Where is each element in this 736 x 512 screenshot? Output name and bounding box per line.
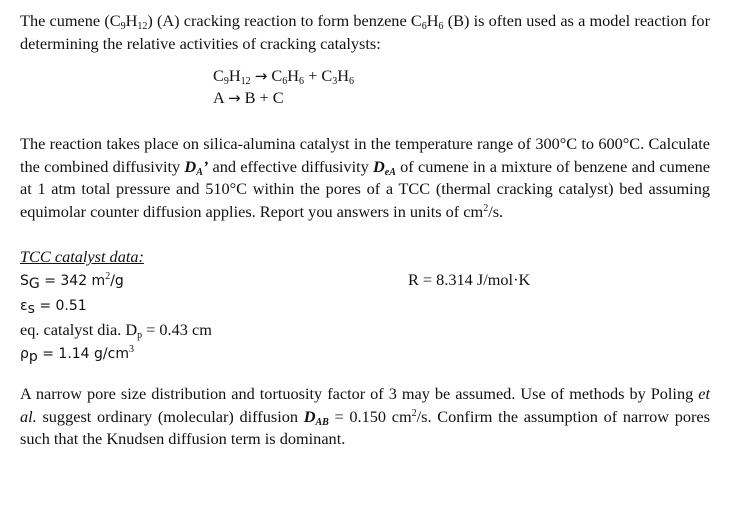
- closing-text: suggest ordinary (molecular) diffusion: [36, 406, 304, 426]
- reaction-symbol-line: [213, 87, 710, 109]
- species-a: A: [213, 88, 224, 107]
- symbol: S: [20, 273, 29, 289]
- products: B + C: [244, 88, 284, 107]
- closing-text: A narrow pore size distribution and tortuosity factor of 3 may be assumed. Use of methods by Poling: [20, 384, 699, 403]
- formula-atom: H: [228, 66, 241, 85]
- subscript: eA: [384, 166, 396, 178]
- problem-text: The reaction takes place on silica-alumina catalyst in the temperature range of 300°C to 600°C. Calculate the combined diffusivity: [20, 134, 710, 176]
- value: = 0.43 cm: [142, 320, 212, 339]
- right-arrow-icon: →: [227, 89, 241, 107]
- subscript: 6: [299, 76, 305, 87]
- plus-sign: +: [304, 66, 322, 85]
- reaction-formula-line: [213, 65, 710, 87]
- surface-area-line: [20, 268, 710, 293]
- subscript: p: [28, 349, 38, 365]
- porosity-line: [20, 293, 710, 318]
- subscript: A: [196, 166, 203, 178]
- subscript: 6: [438, 21, 444, 32]
- gas-constant: R = 8.314 J/mol·K: [408, 270, 531, 289]
- intro-paragraph: [20, 10, 710, 55]
- intro-text: ) (A) cracking reaction to form benzene C: [147, 11, 422, 30]
- catalyst-data: [20, 245, 710, 366]
- density-line: [20, 341, 710, 366]
- subscript: G: [28, 276, 40, 292]
- subscript: 9: [223, 76, 229, 87]
- subscript: 6: [421, 21, 427, 32]
- value: = 342 m: [39, 273, 106, 289]
- value: = 1.14 g/cm: [37, 346, 129, 362]
- symbol: D: [184, 156, 197, 176]
- symbol: ’: [202, 156, 209, 176]
- superscript: 2: [483, 202, 489, 214]
- formula-atom: C: [213, 66, 224, 85]
- closing-text: /s. Confirm the assumption of narrow pores such that the Knudsen diffusion term is dominant.: [20, 406, 710, 448]
- symbol: ρ: [20, 346, 29, 362]
- subscript: 3: [332, 76, 338, 87]
- formula-atom: H: [337, 66, 349, 85]
- closing-text: = 0.150 cm: [328, 406, 412, 426]
- problem-text: and effective diffusivity: [208, 156, 374, 176]
- subscript: AB: [315, 416, 329, 428]
- superscript: 2: [411, 407, 417, 419]
- subscript: p: [137, 330, 143, 341]
- intro-text: (B) is often used as a model reaction for determining the relative activities of cracking catalysts:: [20, 11, 710, 53]
- symbol: D: [303, 406, 316, 426]
- subscript: 6: [348, 76, 354, 87]
- problem-paragraph: [20, 133, 710, 223]
- label: eq. catalyst dia. D: [20, 320, 138, 339]
- intro-text: H: [426, 11, 439, 30]
- subscript: s: [27, 301, 35, 317]
- symbol: D: [373, 156, 385, 176]
- diameter-line: [20, 318, 710, 341]
- symbol: ε: [20, 298, 28, 314]
- et-al: et al.: [20, 384, 710, 426]
- superscript: 3: [128, 344, 134, 355]
- subscript: 6: [282, 76, 288, 87]
- problem-text: of cumene in a mixture of benzene and cumene at 1 atm total pressure and 510°C within the pores of a TCC (thermal cracking catalyst) bed assuming equimolar counter diffusion applies. Report you answers in units of cm: [20, 156, 710, 221]
- subscript: 12: [137, 21, 148, 32]
- formula-atom: C: [321, 66, 333, 85]
- superscript: 2: [105, 271, 111, 282]
- formula-atom: C: [271, 66, 283, 85]
- problem-text: /s.: [488, 201, 504, 221]
- reaction-equations: [213, 65, 710, 109]
- closing-paragraph: [20, 383, 710, 451]
- intro-text: H: [125, 11, 138, 30]
- catalyst-data-title: TCC catalyst data:: [20, 247, 144, 266]
- right-arrow-icon: →: [254, 67, 268, 85]
- unit: /g: [110, 273, 124, 289]
- subscript: 12: [240, 76, 251, 87]
- subscript: 9: [120, 21, 126, 32]
- problem-document: [20, 10, 710, 451]
- value: = 0.51: [34, 298, 87, 314]
- intro-text: The cumene (C: [20, 11, 121, 30]
- formula-atom: H: [287, 66, 300, 85]
